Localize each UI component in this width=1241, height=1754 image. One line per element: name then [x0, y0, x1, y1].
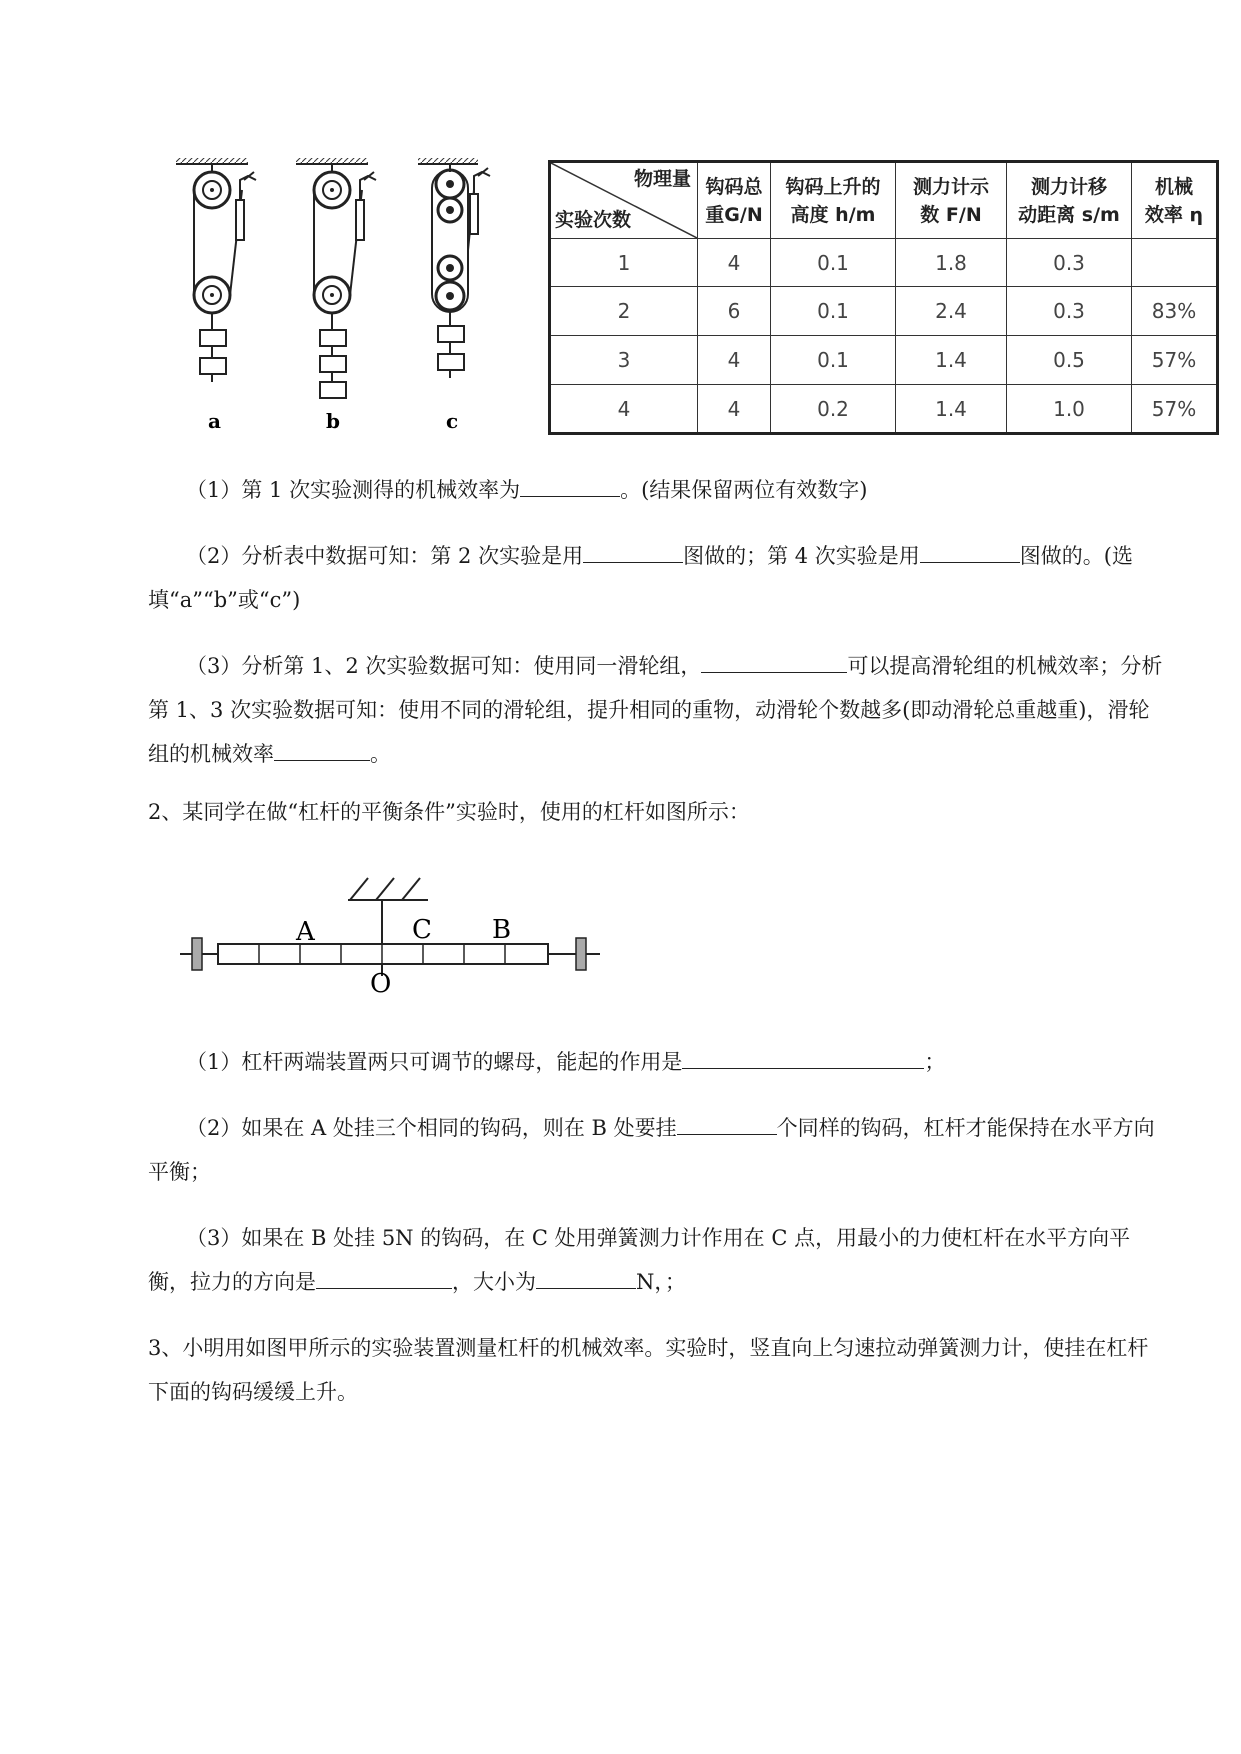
q3-stem: 3、小明用如图甲所示的实验装置测量杠杆的机械效率。实验时，竖直向上匀速拉动弹簧测力计，使挂在杠杆下面的钩码缓缓上升。: [148, 1336, 1149, 1404]
pulley-label-c: c: [446, 409, 459, 433]
table-cell: 1.4: [896, 336, 1007, 385]
table-cell: 0.1: [771, 287, 896, 336]
q1-part1-answer-blank[interactable]: [520, 474, 620, 497]
table-cell: 4: [698, 336, 771, 385]
table-cell: 1.8: [896, 239, 1007, 287]
table-cell: 57%: [1132, 385, 1218, 434]
lever-figure: [180, 868, 610, 998]
q2-part2-answer-blank[interactable]: [677, 1112, 777, 1135]
corner-top-label: 物理量: [633, 168, 691, 190]
lever-label-a: A: [296, 917, 315, 947]
table-cell: 2.4: [896, 287, 1007, 336]
table-cell: 0.3: [1007, 239, 1132, 287]
pulley-label-a: a: [208, 409, 221, 433]
table-cell: 2: [550, 287, 698, 336]
table-row: [550, 287, 1218, 336]
lever-label-b: B: [492, 915, 512, 945]
table-cell: 4: [698, 239, 771, 287]
q1-part3-answer-blank-1[interactable]: [701, 650, 847, 673]
q2-part3-answer-blank-1[interactable]: [316, 1266, 452, 1289]
header-distance: 测力计移 动距离 s/m: [1007, 162, 1132, 239]
header-height: 钩码上升的 高度 h/m: [771, 162, 896, 239]
table-cell: 3: [550, 336, 698, 385]
corner-bottom-label: 实验次数: [555, 209, 632, 231]
table-cell: 0.1: [771, 336, 896, 385]
table-cell: 1.0: [1007, 385, 1132, 434]
lever-label-o: O: [370, 969, 392, 998]
q1-part2-answer-blank-2[interactable]: [920, 540, 1020, 563]
table-cell: 4: [550, 385, 698, 434]
table-cell: [1132, 239, 1218, 287]
q2-part1: （1）杠杆两端装置两只可调节的螺母，能起的作用是 ；: [148, 1040, 1168, 1084]
q1-part2-answer-blank-1[interactable]: [583, 540, 683, 563]
pulley-figure: [170, 150, 530, 440]
pulley-label-b: b: [326, 409, 340, 433]
q2-part1-answer-blank[interactable]: [682, 1046, 924, 1069]
table-cell: 0.3: [1007, 287, 1132, 336]
q1-part3: （3）分析第 1、2 次实验数据可知：使用同一滑轮组， 可以提高滑轮组的机械效率；分析第 1、3 次实验数据可知：使用不同的滑轮组，提升相同的重物，动滑轮个数越多(即动滑轮总重越重)，滑轮组的机械效率 。: [148, 644, 1168, 776]
header-force: 测力计示 数 F/N: [896, 162, 1007, 239]
header-weight: 钩码总 重G/N: [698, 162, 771, 239]
table-cell: 0.1: [771, 239, 896, 287]
lever-label-c: C: [412, 915, 432, 945]
table-row: [550, 385, 1218, 434]
experiment-data-table: [548, 160, 1219, 435]
table-corner-cell: [550, 162, 698, 239]
table-cell: 1.4: [896, 385, 1007, 434]
table-cell: 57%: [1132, 336, 1218, 385]
pulley-setup-a: [176, 158, 256, 382]
table-cell: 0.2: [771, 385, 896, 434]
pulley-setup-c: [418, 158, 490, 378]
pulley-setup-b: [296, 158, 376, 398]
q2-part2: （2）如果在 A 处挂三个相同的钩码，则在 B 处要挂 个同样的钩码，杠杆才能保持在水平方向平衡；: [148, 1106, 1168, 1194]
q2-stem: 2、某同学在做“杠杆的平衡条件”实验时，使用的杠杆如图所示：: [148, 800, 750, 824]
table-header-row: [550, 162, 1218, 239]
q1-part2: （2）分析表中数据可知：第 2 次实验是用 图做的；第 4 次实验是用 图做的。(选填“a”“b”或“c”): [148, 534, 1168, 622]
q1-part3-answer-blank-2[interactable]: [274, 738, 370, 761]
q2-part3: （3）如果在 B 处挂 5N 的钩码，在 C 处用弹簧测力计作用在 C 点，用最小的力使杠杆在水平方向平衡，拉力的方向是 ，大小为 N，；: [148, 1226, 1131, 1294]
header-efficiency: 机械 效率 η: [1132, 162, 1218, 239]
table-cell: 0.5: [1007, 336, 1132, 385]
table-cell: 1: [550, 239, 698, 287]
q1-part1: （1）第 1 次实验测得的机械效率为 。(结果保留两位有效数字): [148, 468, 1168, 512]
table-cell: 4: [698, 385, 771, 434]
table-cell: 6: [698, 287, 771, 336]
table-row: [550, 239, 1218, 287]
table-row: [550, 336, 1218, 385]
table-cell: 83%: [1132, 287, 1218, 336]
q2-part3-answer-blank-2[interactable]: [536, 1266, 636, 1289]
